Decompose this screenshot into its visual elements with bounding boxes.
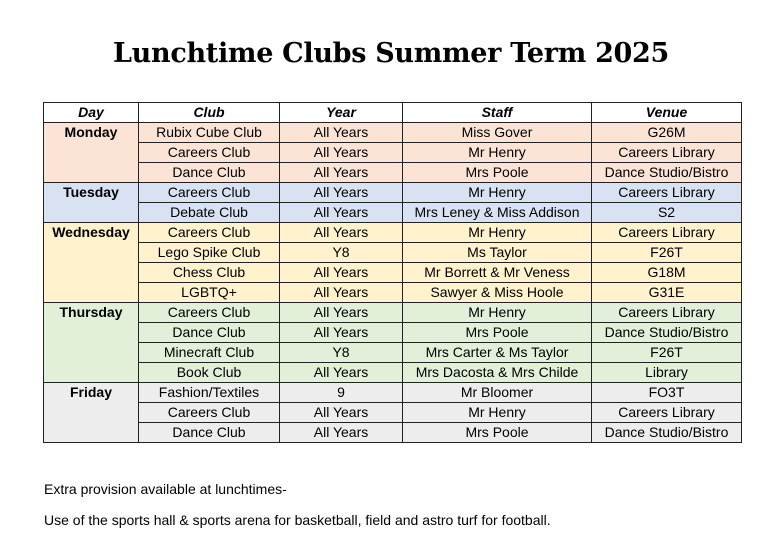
column-header-year: Year [280,103,403,123]
table-row [44,383,742,403]
year-cell: All Years [280,323,403,343]
staff-cell: Mrs Poole [403,323,592,343]
club-cell: Chess Club [139,263,280,283]
year-cell: Y8 [280,343,403,363]
venue-cell: Dance Studio/Bistro [592,423,742,443]
club-cell: Careers Club [139,183,280,203]
table-row [44,183,742,203]
year-cell: All Years [280,223,403,243]
venue-cell: Dance Studio/Bistro [592,163,742,183]
day-cell: Friday [44,383,139,443]
venue-cell: Dance Studio/Bistro [592,323,742,343]
table-row [44,223,742,243]
year-cell: All Years [280,363,403,383]
club-cell: Lego Spike Club [139,243,280,263]
table-body [44,123,742,443]
year-cell: All Years [280,163,403,183]
table-row [44,163,742,183]
year-cell: All Years [280,183,403,203]
sports-note: Use of the sports hall & sports arena for basketball, field and astro turf for football. [44,512,551,528]
club-cell: Careers Club [139,403,280,423]
staff-cell: Mr Henry [403,183,592,203]
table-row [44,323,742,343]
club-cell: Minecraft Club [139,343,280,363]
venue-cell: Careers Library [592,143,742,163]
table-row [44,343,742,363]
year-cell: All Years [280,403,403,423]
club-cell: Careers Club [139,303,280,323]
table-row [44,263,742,283]
venue-cell: G31E [592,283,742,303]
table-row [44,123,742,143]
table-row [44,203,742,223]
venue-cell: FO3T [592,383,742,403]
venue-cell: F26T [592,243,742,263]
club-cell: LGBTQ+ [139,283,280,303]
year-cell: All Years [280,263,403,283]
venue-cell: S2 [592,203,742,223]
staff-cell: Sawyer & Miss Hoole [403,283,592,303]
staff-cell: Mrs Poole [403,163,592,183]
day-cell: Wednesday [44,223,139,303]
venue-cell: Careers Library [592,223,742,243]
year-cell: All Years [280,283,403,303]
column-header-staff: Staff [403,103,592,123]
staff-cell: Mr Henry [403,303,592,323]
club-cell: Fashion/Textiles [139,383,280,403]
staff-cell: Miss Gover [403,123,592,143]
staff-cell: Mrs Carter & Ms Taylor [403,343,592,363]
year-cell: All Years [280,203,403,223]
club-cell: Book Club [139,363,280,383]
year-cell: All Years [280,303,403,323]
staff-cell: Mr Borrett & Mr Veness [403,263,592,283]
table-header-row [44,103,742,123]
venue-cell: Library [592,363,742,383]
year-cell: All Years [280,143,403,163]
club-cell: Rubix Cube Club [139,123,280,143]
table-row [44,303,742,323]
table-row [44,363,742,383]
table-row [44,143,742,163]
venue-cell: Careers Library [592,303,742,323]
club-cell: Dance Club [139,163,280,183]
venue-cell: Careers Library [592,403,742,423]
staff-cell: Mrs Poole [403,423,592,443]
staff-cell: Mr Henry [403,403,592,423]
venue-cell: Careers Library [592,183,742,203]
day-cell: Thursday [44,303,139,383]
club-cell: Dance Club [139,423,280,443]
staff-cell: Mrs Leney & Miss Addison [403,203,592,223]
club-cell: Careers Club [139,143,280,163]
venue-cell: G18M [592,263,742,283]
extra-provision-note: Extra provision available at lunchtimes- [44,481,287,497]
clubs-table [43,102,742,443]
staff-cell: Mr Henry [403,223,592,243]
venue-cell: F26T [592,343,742,363]
table-row [44,283,742,303]
staff-cell: Mr Henry [403,143,592,163]
table-row [44,403,742,423]
day-cell: Monday [44,123,139,183]
venue-cell: G26M [592,123,742,143]
table-row [44,423,742,443]
page-title: Lunchtime Clubs Summer Term 2025 [112,38,670,69]
year-cell: Y8 [280,243,403,263]
staff-cell: Mr Bloomer [403,383,592,403]
staff-cell: Ms Taylor [403,243,592,263]
table-row [44,243,742,263]
column-header-venue: Venue [592,103,742,123]
year-cell: All Years [280,423,403,443]
year-cell: 9 [280,383,403,403]
club-cell: Dance Club [139,323,280,343]
day-cell: Tuesday [44,183,139,223]
club-cell: Debate Club [139,203,280,223]
column-header-club: Club [139,103,280,123]
club-cell: Careers Club [139,223,280,243]
column-header-day: Day [44,103,139,123]
staff-cell: Mrs Dacosta & Mrs Childe [403,363,592,383]
year-cell: All Years [280,123,403,143]
